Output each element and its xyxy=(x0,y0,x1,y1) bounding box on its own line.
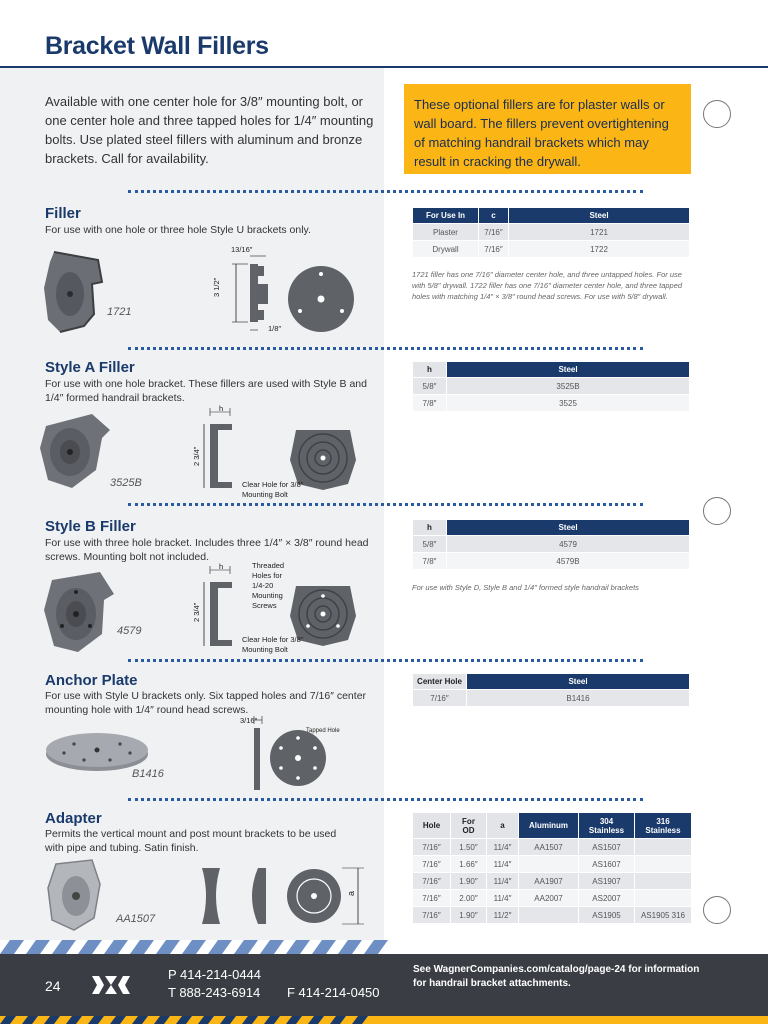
table-cell: 1.50″ xyxy=(451,839,487,856)
table-cell xyxy=(635,873,692,890)
table-cell: 11/4″ xyxy=(487,839,519,856)
style-a-title: Style A Filler xyxy=(45,359,135,376)
filler-table-note: 1721 filler has one 7/16″ diameter center hole, and three untapped holes. For use with 5/8″ drywall. 1722 filler has one 7/16″ diameter center hole, and three tapped holes with matching 1/4″ × 3/8″ round head screws. For use with 5/8″ drywall. xyxy=(412,270,683,301)
style-b-dim-side: 2 3/4″ xyxy=(192,602,201,622)
filler-product-label: 1721 xyxy=(107,306,132,318)
table-header: h xyxy=(413,362,447,378)
table-cell: 11/4″ xyxy=(487,890,519,907)
table-cell: 7/16″ xyxy=(413,890,451,907)
table-cell: AS1905 xyxy=(579,907,635,924)
table-row xyxy=(413,378,690,395)
page-title: Bracket Wall Fillers xyxy=(45,32,269,60)
adapter-front-diagram xyxy=(286,866,366,928)
adapter-dim-a: a xyxy=(346,890,356,896)
table-row xyxy=(413,536,690,553)
table-header: Steel xyxy=(447,520,690,536)
style-b-threaded-label: Threaded Holes for 1/4-20 Mounting Screws xyxy=(252,561,285,610)
table-row xyxy=(413,224,690,241)
table-cell xyxy=(635,839,692,856)
table-cell: 7/16″ xyxy=(413,873,451,890)
table-cell: 2.00″ xyxy=(451,890,487,907)
anchor-desc: For use with Style U brackets only. Six tapped holes and 7/16″ center mounting hole with 1/4″ round head screws. xyxy=(45,690,367,716)
table-cell: 7/8″ xyxy=(413,395,447,412)
footer xyxy=(0,954,768,1016)
table-cell: 3525B xyxy=(447,378,690,395)
style-b-desc: For use with three hole bracket. Includes three 1/4″ × 3/8″ round head screws. Mounting bolt not included. xyxy=(45,537,369,563)
table-header: Hole xyxy=(413,813,451,839)
table-cell: 5/8″ xyxy=(413,536,447,553)
table-cell: AS1607 xyxy=(579,856,635,873)
table-cell: Drywall xyxy=(413,241,479,258)
table-cell: 1722 xyxy=(509,241,690,258)
style-b-table xyxy=(412,519,690,570)
section-divider xyxy=(128,503,643,506)
intro-text: Available with one center hole for 3/8″ mounting bolt, or one center hole and three tapped holes for 1/4″ mounting bolts. Use plated steel fillers with aluminum and bronze brackets. Call for availability. xyxy=(45,94,374,166)
table-row xyxy=(413,690,690,707)
table-row xyxy=(413,907,692,924)
anchor-title: Anchor Plate xyxy=(45,672,138,689)
table-header: 316 Stainless xyxy=(635,813,692,839)
table-cell: 7/16″ xyxy=(413,690,467,707)
table-cell xyxy=(519,856,579,873)
table-cell xyxy=(635,890,692,907)
table-cell xyxy=(635,856,692,873)
filler-dim-bottom: 1/8″ xyxy=(268,324,282,333)
anchor-tapped-label: Tapped Hole xyxy=(306,728,340,734)
binder-hole xyxy=(703,497,731,525)
table-cell: 11/4″ xyxy=(487,856,519,873)
style-a-product-label: 3525B xyxy=(110,477,142,489)
table-row xyxy=(413,873,692,890)
table-cell: 3525 xyxy=(447,395,690,412)
page-number: 24 xyxy=(45,978,61,994)
table-cell: 7/8″ xyxy=(413,553,447,570)
table-cell xyxy=(519,907,579,924)
table-cell: 7/16″ xyxy=(413,856,451,873)
adapter-title: Adapter xyxy=(45,810,102,827)
table-row xyxy=(413,395,690,412)
adapter-desc: Permits the vertical mount and post mount brackets to be used with pipe and tubing. Satin finish. xyxy=(45,828,337,854)
footer-bottom-stripe xyxy=(0,1016,768,1024)
anchor-product-label: B1416 xyxy=(132,768,164,780)
table-row xyxy=(413,839,692,856)
style-b-product-label: 4579 xyxy=(117,625,142,637)
table-header: c xyxy=(479,208,509,224)
table-cell: AS1905 316 xyxy=(635,907,692,924)
table-cell: 7/16″ xyxy=(479,241,509,258)
table-row xyxy=(413,241,690,258)
binder-hole xyxy=(703,896,731,924)
style-b-title: Style B Filler xyxy=(45,518,136,535)
table-cell: 11/2″ xyxy=(487,907,519,924)
anchor-table xyxy=(412,673,690,707)
table-cell: 11/4″ xyxy=(487,873,519,890)
adapter-product-label: AA1507 xyxy=(116,913,156,925)
wagner-logo-icon xyxy=(92,976,130,994)
style-a-photo xyxy=(36,408,116,492)
table-cell: 1.90″ xyxy=(451,873,487,890)
style-a-table xyxy=(412,361,690,412)
adapter-photo xyxy=(46,858,102,932)
anchor-side-diagram xyxy=(238,716,268,792)
section-divider xyxy=(128,190,643,193)
warning-note: These optional fillers are for plaster walls or wall board. The fillers prevent overtightening of matching handrail brackets which may result in cracking the drywall. xyxy=(404,84,691,174)
toll-free-number: T 888-243-6914 xyxy=(168,985,261,1000)
section-divider xyxy=(128,347,643,350)
table-header: 304 Stainless xyxy=(579,813,635,839)
table-header: Steel xyxy=(509,208,690,224)
table-cell: AA1507 xyxy=(519,839,579,856)
table-cell: 1.66″ xyxy=(451,856,487,873)
table-header: Steel xyxy=(467,674,690,690)
filler-desc: For use with one hole or three hole Style U brackets only. xyxy=(45,224,311,236)
table-cell: AS1507 xyxy=(579,839,635,856)
style-b-clear-hole-label: Clear Hole for 3/8″ Mounting Bolt xyxy=(242,635,304,654)
anchor-dim-top: 3/16″ xyxy=(240,716,258,725)
adapter-side-diagram-1 xyxy=(198,866,224,926)
table-cell: 7/16″ xyxy=(479,224,509,241)
table-cell: 1721 xyxy=(509,224,690,241)
filler-dim-side: 3 1/2″ xyxy=(212,277,221,297)
style-a-side-diagram xyxy=(196,404,240,494)
table-header: Center Hole xyxy=(413,674,467,690)
adapter-table xyxy=(412,812,692,924)
filler-photo xyxy=(40,248,106,336)
table-cell: 4579 xyxy=(447,536,690,553)
section-divider xyxy=(128,659,643,662)
table-cell: 7/16″ xyxy=(413,907,451,924)
table-header: a xyxy=(487,813,519,839)
table-cell: 1.90″ xyxy=(451,907,487,924)
style-b-dim-h: h xyxy=(219,562,224,571)
footer-top-stripe xyxy=(0,940,768,954)
style-b-photo xyxy=(40,566,120,656)
style-a-dim-side: 2 3/4″ xyxy=(192,446,201,466)
table-cell: 7/16″ xyxy=(413,839,451,856)
binder-hole xyxy=(703,100,731,128)
adapter-side-diagram-2 xyxy=(244,866,270,926)
phone-number: P 414-214-0444 xyxy=(168,967,262,982)
table-row xyxy=(413,890,692,907)
table-cell: B1416 xyxy=(467,690,690,707)
style-a-dim-h: h xyxy=(219,404,224,413)
title-rule xyxy=(0,66,768,68)
table-cell: AA1907 xyxy=(519,873,579,890)
style-b-side-diagram xyxy=(196,562,240,652)
style-a-desc: For use with one hole bracket. These fillers are used with Style B and 1/4″ formed handrail brackets. xyxy=(45,378,367,404)
table-cell: AS2007 xyxy=(579,890,635,907)
footer-note: See WagnerCompanies.com/catalog/page-24 for information for handrail bracket attachments. xyxy=(413,964,700,989)
filler-front-diagram xyxy=(286,264,356,334)
filler-dim-top: 13/16″ xyxy=(231,245,253,254)
table-cell: AS1907 xyxy=(579,873,635,890)
table-cell: 4579B xyxy=(447,553,690,570)
table-header: h xyxy=(413,520,447,536)
filler-table xyxy=(412,207,690,258)
anchor-front-diagram xyxy=(268,728,328,788)
table-cell: Plaster xyxy=(413,224,479,241)
fax-number: F 414-214-0450 xyxy=(287,985,380,1000)
table-header: For Use In xyxy=(413,208,479,224)
section-divider xyxy=(128,798,643,801)
table-cell: AA2007 xyxy=(519,890,579,907)
table-row xyxy=(413,856,692,873)
table-header: Aluminum xyxy=(519,813,579,839)
table-cell: 5/8″ xyxy=(413,378,447,395)
table-header: For OD xyxy=(451,813,487,839)
style-b-table-note: For use with Style D, Style B and 1/4″ formed style handrail brackets xyxy=(412,583,639,592)
table-header: Steel xyxy=(447,362,690,378)
filler-title: Filler xyxy=(45,205,81,222)
table-row xyxy=(413,553,690,570)
style-a-clear-hole-label: Clear Hole for 3/8″ Mounting Bolt xyxy=(242,480,304,499)
